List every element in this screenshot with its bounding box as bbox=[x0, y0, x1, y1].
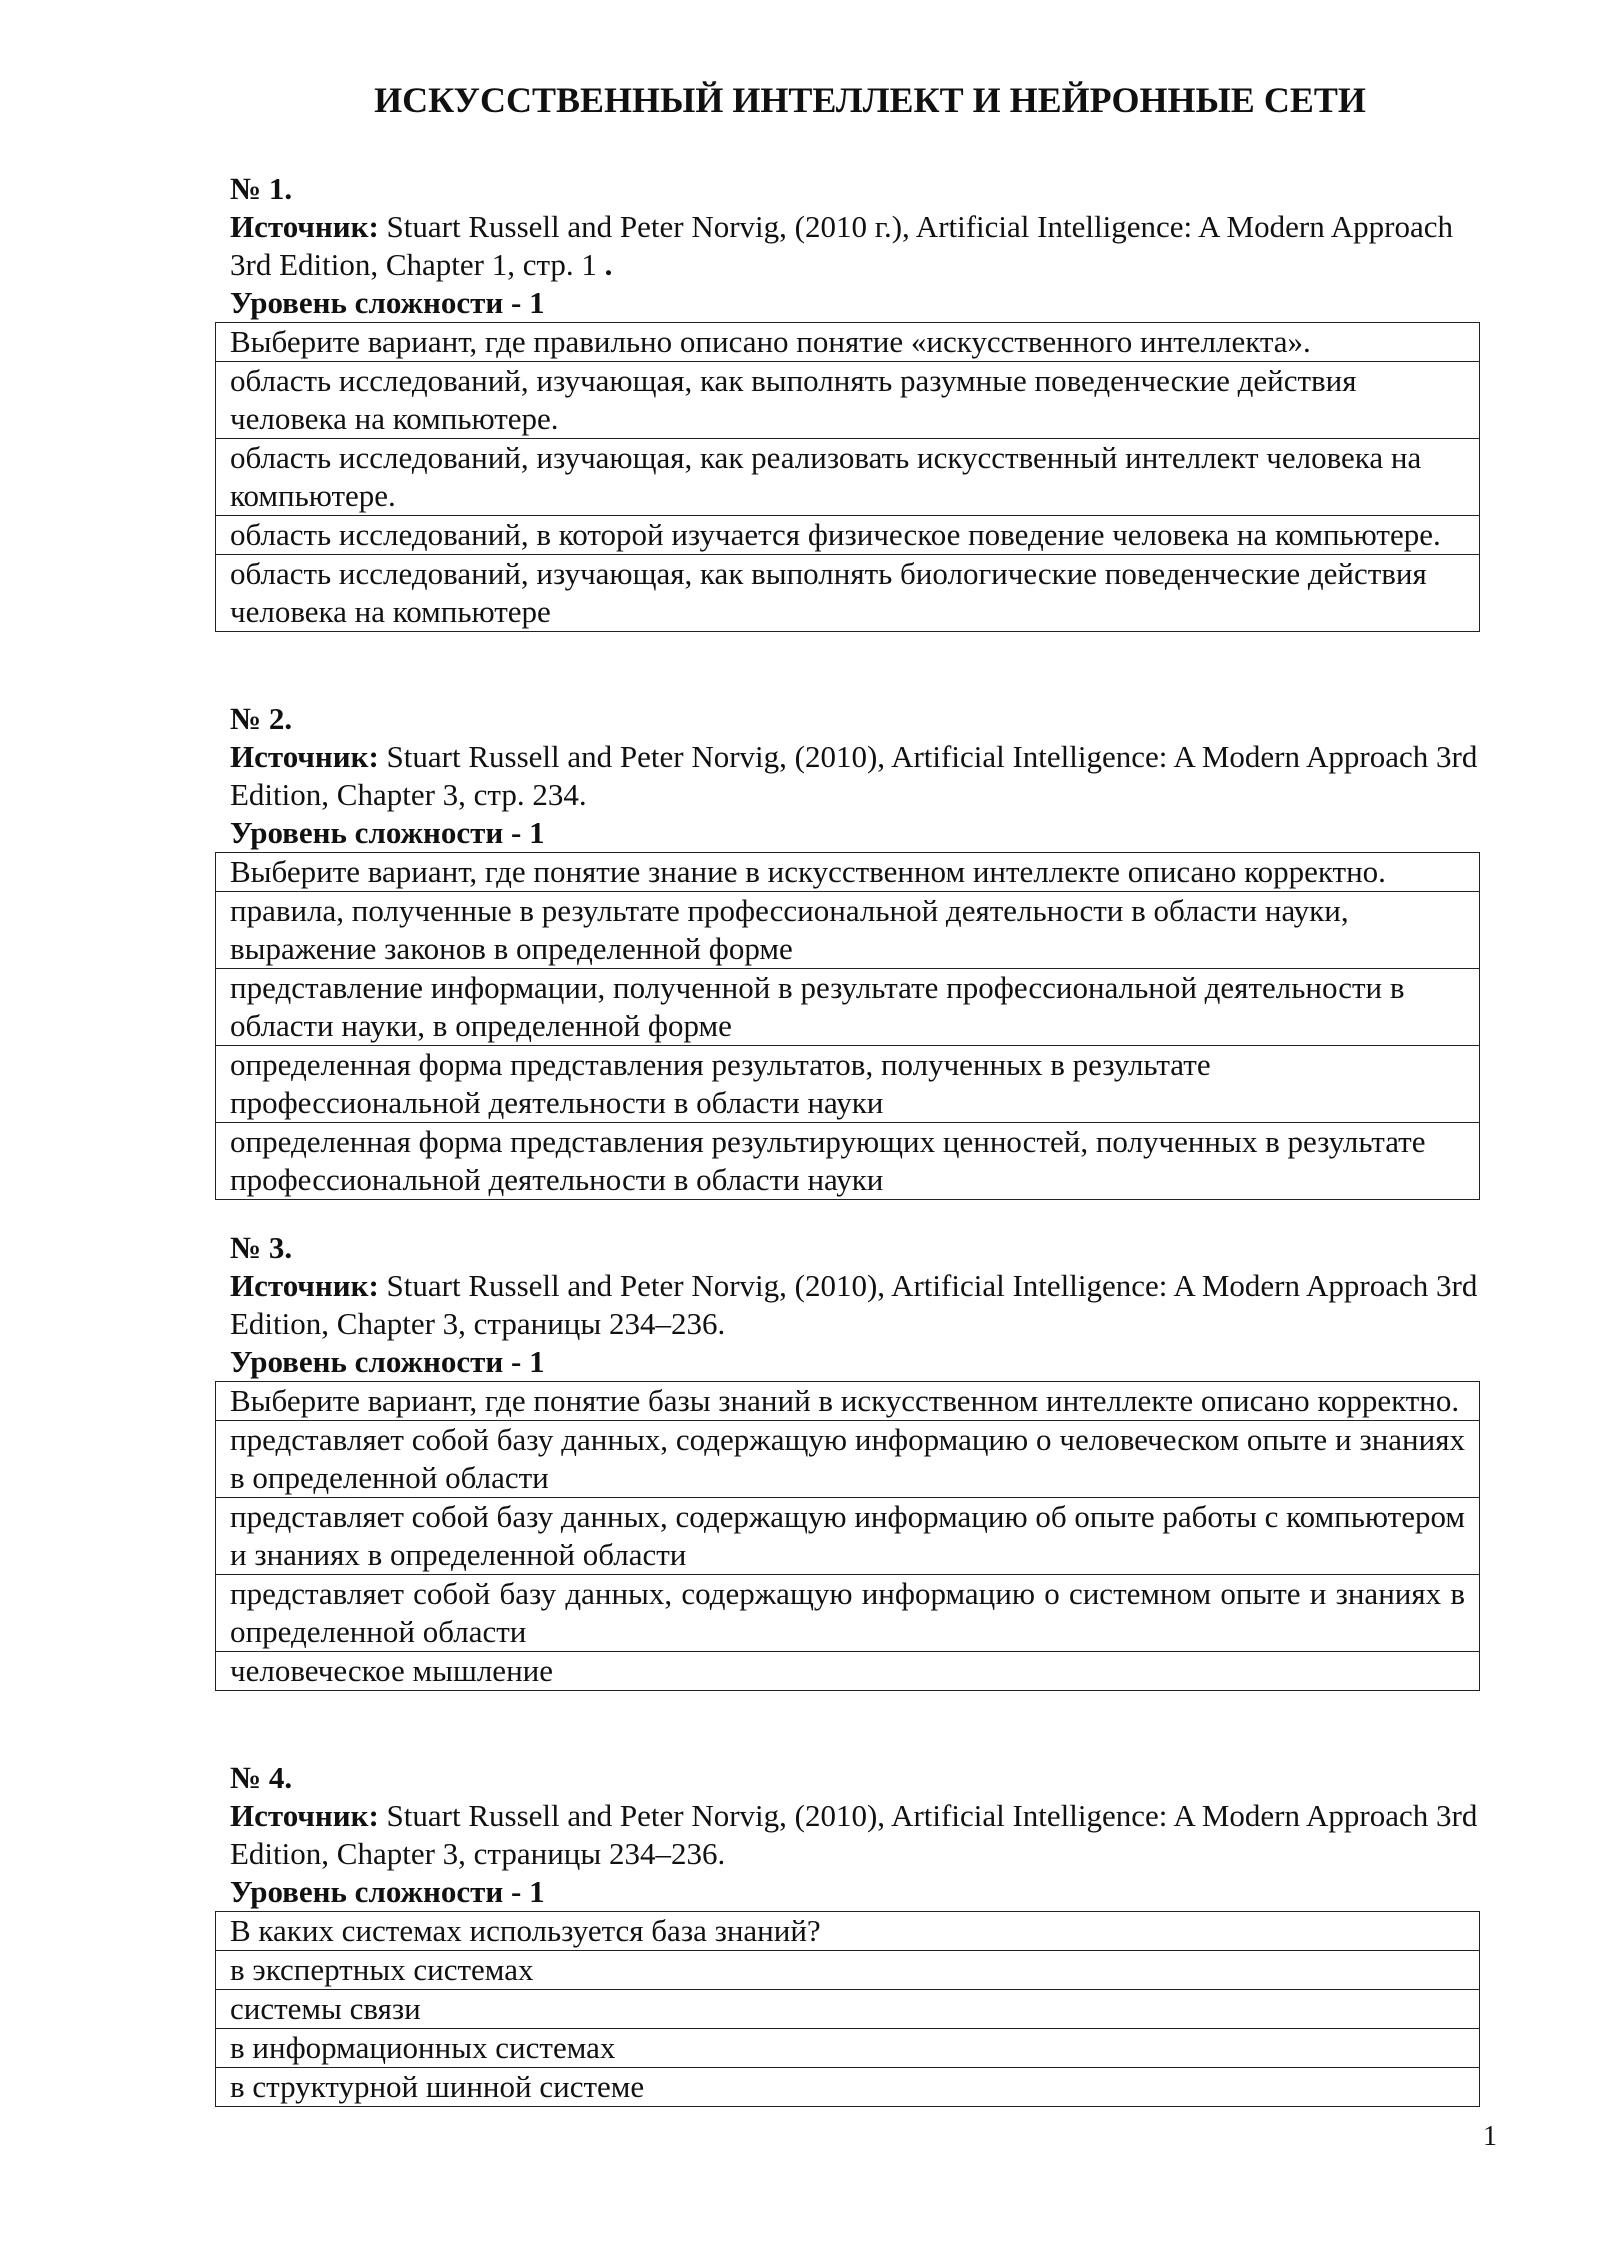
table-row bbox=[216, 1575, 1480, 1652]
question-prompt: Выберите вариант, где понятие базы знаний в искусственном интеллекте описано корректно. bbox=[216, 1382, 1480, 1421]
answer-option[interactable]: область исследований, изучающая, как реализовать искусственный интеллект человека на компьютере. bbox=[216, 439, 1480, 516]
question-prompt: Выберите вариант, где понятие знание в искусственном интеллекте описано корректно. bbox=[216, 853, 1480, 892]
table-row bbox=[216, 1652, 1480, 1691]
question-meta bbox=[230, 1229, 1490, 1381]
question-prompt: Выберите вариант, где правильно описано понятие «искусственного интеллекта». bbox=[216, 323, 1480, 362]
source-text: Stuart Russell and Peter Norvig, (2010), Artificial Intelligence: A Modern Approach 3rd Edition, Chapter 3, страницы 234–236. bbox=[230, 1798, 1478, 1871]
table-row bbox=[216, 1382, 1480, 1421]
difficulty-level: Уровень сложности - 1 bbox=[230, 1344, 545, 1379]
answer-table bbox=[215, 1381, 1480, 1691]
question-meta bbox=[230, 170, 1490, 322]
answer-option[interactable]: представляет собой базу данных, содержащую информацию об опыте работы с компьютером и знаниях в определенной области bbox=[216, 1498, 1480, 1575]
table-row bbox=[216, 969, 1480, 1046]
answer-option[interactable]: в экспертных системах bbox=[216, 1951, 1480, 1990]
table-row bbox=[216, 323, 1480, 362]
table-row bbox=[216, 1498, 1480, 1575]
source-text: Stuart Russell and Peter Norvig, (2010 г.), Artificial Intelligence: A Modern Approach 3rd Edition, Chapter 1, стр. 1 bbox=[230, 209, 1453, 282]
question-source bbox=[230, 1797, 1490, 1873]
answer-table bbox=[215, 322, 1480, 632]
question-source bbox=[230, 738, 1490, 814]
source-label: Источник: bbox=[230, 1268, 379, 1303]
table-row bbox=[216, 1990, 1480, 2029]
answer-option[interactable]: системы связи bbox=[216, 1990, 1480, 2029]
answer-option[interactable]: представление информации, полученной в результате профессиональной деятельности в области науки, в определенной форме bbox=[216, 969, 1480, 1046]
table-row bbox=[216, 516, 1480, 555]
table-row bbox=[216, 362, 1480, 439]
source-label: Источник: bbox=[230, 209, 379, 244]
table-row bbox=[216, 853, 1480, 892]
answer-option[interactable]: представляет собой базу данных, содержащую информацию о человеческом опыте и знаниях в определенной области bbox=[216, 1421, 1480, 1498]
table-row bbox=[216, 555, 1480, 632]
difficulty-level: Уровень сложности - 1 bbox=[230, 815, 545, 850]
table-row bbox=[216, 892, 1480, 969]
difficulty-level: Уровень сложности - 1 bbox=[230, 1874, 545, 1909]
question-meta bbox=[230, 1759, 1490, 1911]
difficulty-level: Уровень сложности - 1 bbox=[230, 285, 545, 320]
question-number: № 4. bbox=[230, 1760, 293, 1795]
question-source bbox=[230, 1267, 1490, 1343]
table-row bbox=[216, 1046, 1480, 1123]
question-3 bbox=[215, 1229, 1490, 1691]
table-row bbox=[216, 2029, 1480, 2068]
answer-option[interactable]: область исследований, изучающая, как выполнять разумные поведенческие действия человека на компьютере. bbox=[216, 362, 1480, 439]
table-row bbox=[216, 1421, 1480, 1498]
answer-table bbox=[215, 852, 1480, 1200]
question-number: № 3. bbox=[230, 1230, 293, 1265]
answer-option[interactable]: определенная форма представления результатов, полученных в результате профессиональной деятельности в области науки bbox=[216, 1046, 1480, 1123]
source-label: Источник: bbox=[230, 739, 379, 774]
answer-option[interactable]: область исследований, изучающая, как выполнять биологические поведенческие действия человека на компьютере bbox=[216, 555, 1480, 632]
question-4 bbox=[215, 1759, 1490, 2107]
answer-table bbox=[215, 1911, 1480, 2107]
answer-option[interactable]: область исследований, в которой изучается физическое поведение человека на компьютере. bbox=[216, 516, 1480, 555]
question-prompt: В каких системах используется база знаний? bbox=[216, 1912, 1480, 1951]
question-number: № 2. bbox=[230, 701, 293, 736]
table-row bbox=[216, 439, 1480, 516]
question-meta bbox=[230, 700, 1490, 852]
document-title: ИСКУССТВЕННЫЙ ИНТЕЛЛЕКТ И НЕЙРОННЫЕ СЕТИ bbox=[374, 80, 1366, 120]
source-tail: . bbox=[604, 247, 613, 282]
table-row bbox=[216, 1951, 1480, 1990]
table-row bbox=[216, 2068, 1480, 2107]
question-number: № 1. bbox=[230, 171, 293, 206]
answer-option[interactable]: человеческое мышление bbox=[216, 1652, 1480, 1691]
answer-option[interactable]: в структурной шинной системе bbox=[216, 2068, 1480, 2107]
answer-option[interactable]: представляет собой базу данных, содержащую информацию о системном опыте и знаниях в определенной области bbox=[216, 1575, 1480, 1652]
question-1 bbox=[215, 170, 1490, 632]
page-number: 1 bbox=[1483, 2121, 1497, 2152]
source-text: Stuart Russell and Peter Norvig, (2010), Artificial Intelligence: A Modern Approach 3rd Edition, Chapter 3, страницы 234–236. bbox=[230, 1268, 1478, 1341]
source-text: Stuart Russell and Peter Norvig, (2010), Artificial Intelligence: A Modern Approach 3rd Edition, Chapter 3, стр. 234. bbox=[230, 739, 1478, 812]
source-label: Источник: bbox=[230, 1798, 379, 1833]
answer-option[interactable]: в информационных системах bbox=[216, 2029, 1480, 2068]
table-row bbox=[216, 1123, 1480, 1200]
question-source bbox=[230, 208, 1490, 284]
answer-option[interactable]: правила, полученные в результате профессиональной деятельности в области науки, выражение законов в определенной форме bbox=[216, 892, 1480, 969]
answer-option[interactable]: определенная форма представления результирующих ценностей, полученных в результате профессиональной деятельности в области науки bbox=[216, 1123, 1480, 1200]
table-row bbox=[216, 1912, 1480, 1951]
question-2 bbox=[215, 700, 1490, 1200]
